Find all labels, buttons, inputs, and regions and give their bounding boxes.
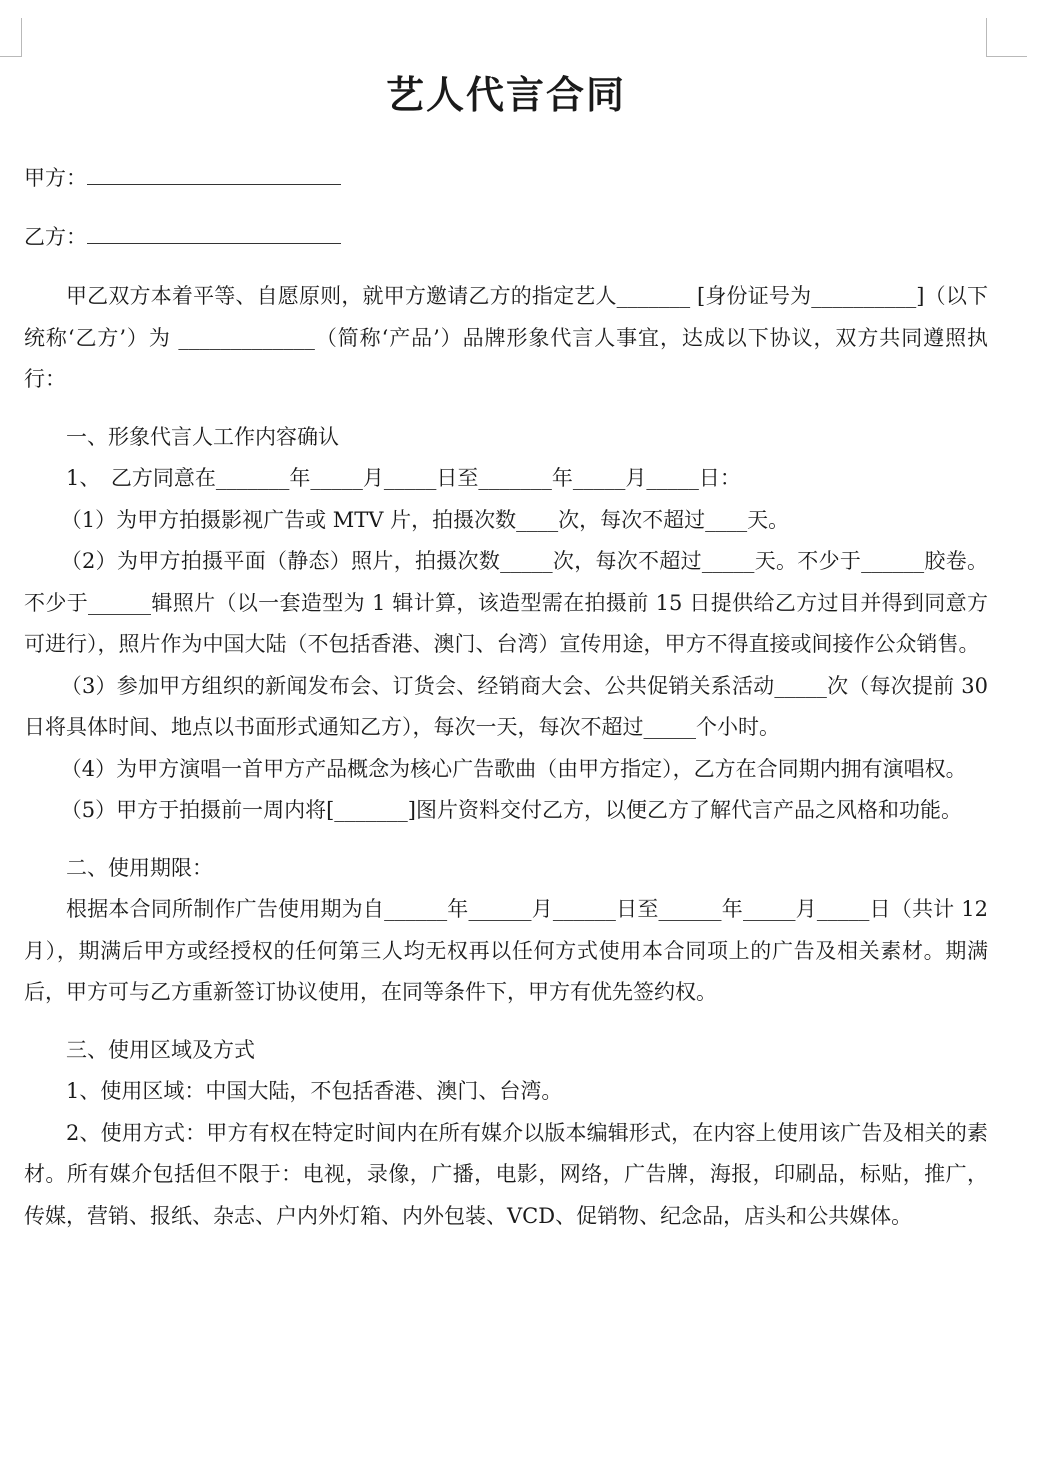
party-a-blank	[87, 158, 341, 185]
intro-paragraph: 甲乙双方本着平等、自愿原则，就甲方邀请乙方的指定艺人_______ [身份证号为__________]（以下统称‘乙方’）为 _____________（简称‘产品’）品牌形象代言人事宜，达成以下协议，双方共同遵照执行：	[24, 284, 988, 391]
section3-item1: 1、使用区域：中国大陆，不包括香港、澳门、台湾。	[66, 1079, 563, 1103]
section3-item2: 2、使用方式：甲方有权在特定时间内在所有媒介以版本编辑形式，在内容上使用该广告及相关的素材。所有媒介包括但不限于：电视，录像，广播，电影，网络，广告牌，海报，印刷品，标贴，推广，传媒，营销、报纸、杂志、户内外灯箱、内外包装、VCD、促销物、纪念品，店头和公共媒体。	[24, 1120, 988, 1228]
section2-body: 根据本合同所制作广告使用期为自______年______月______日至______年_____月_____日（共计 12 月），期满后甲方或经授权的任何第三人均无权再以任何方式使用本合同项上的广告及相关素材。期满后，甲方可与乙方重新签订协议使用，在同等条件下，甲方有优先签约权。	[24, 897, 988, 1004]
document-page	[24, 64, 988, 1237]
section1-sub1: （1）为甲方拍摄影视广告或 MTV 片，拍摄次数____次，每次不超过____天。	[60, 507, 790, 532]
section1-sub4: （4）为甲方演唱一首甲方产品概念为核心广告歌曲（由甲方指定），乙方在合同期内拥有演唱权。	[60, 756, 967, 781]
party-b-label: 乙方：	[24, 225, 87, 249]
section1-item1: 1、 乙方同意在_______年_____月_____日至_______年_____月_____日：	[66, 466, 741, 490]
page-corner-mark-top-left	[0, 18, 22, 57]
party-a-field	[24, 158, 988, 194]
party-b-blank	[87, 217, 341, 244]
section2-heading: 二、使用期限：	[66, 855, 213, 880]
party-b-field	[24, 217, 988, 253]
section1-heading: 一、形象代言人工作内容确认	[66, 424, 339, 449]
page-corner-mark-top-right	[986, 18, 1027, 57]
party-a-label: 甲方：	[24, 166, 87, 190]
section1-sub3: （3）参加甲方组织的新闻发布会、订货会、经销商大会、公共促销关系活动_____次（每次提前 30 日将具体时间、地点以书面形式通知乙方），每次一天，每次不超过_____个小时。	[24, 673, 988, 739]
section3-heading: 三、使用区域及方式	[66, 1037, 255, 1062]
section1-sub2: （2）为甲方拍摄平面（静态）照片，拍摄次数_____次，每次不超过_____天。不少于______胶卷。不少于______辑照片（以一套造型为 1 辑计算，该造型需在拍摄前 15 日提供给乙方过目并得到同意方可进行），照片作为中国大陆（不包括香港、澳门、台湾）宣传用途，甲方不得直接或间接作公众销售。	[24, 549, 988, 656]
document-title: 艺人代言合同	[385, 72, 626, 117]
section1-sub5: （5）甲方于拍摄前一周内将[_______]图片资料交付乙方，以便乙方了解代言产品之风格和功能。	[60, 798, 962, 822]
